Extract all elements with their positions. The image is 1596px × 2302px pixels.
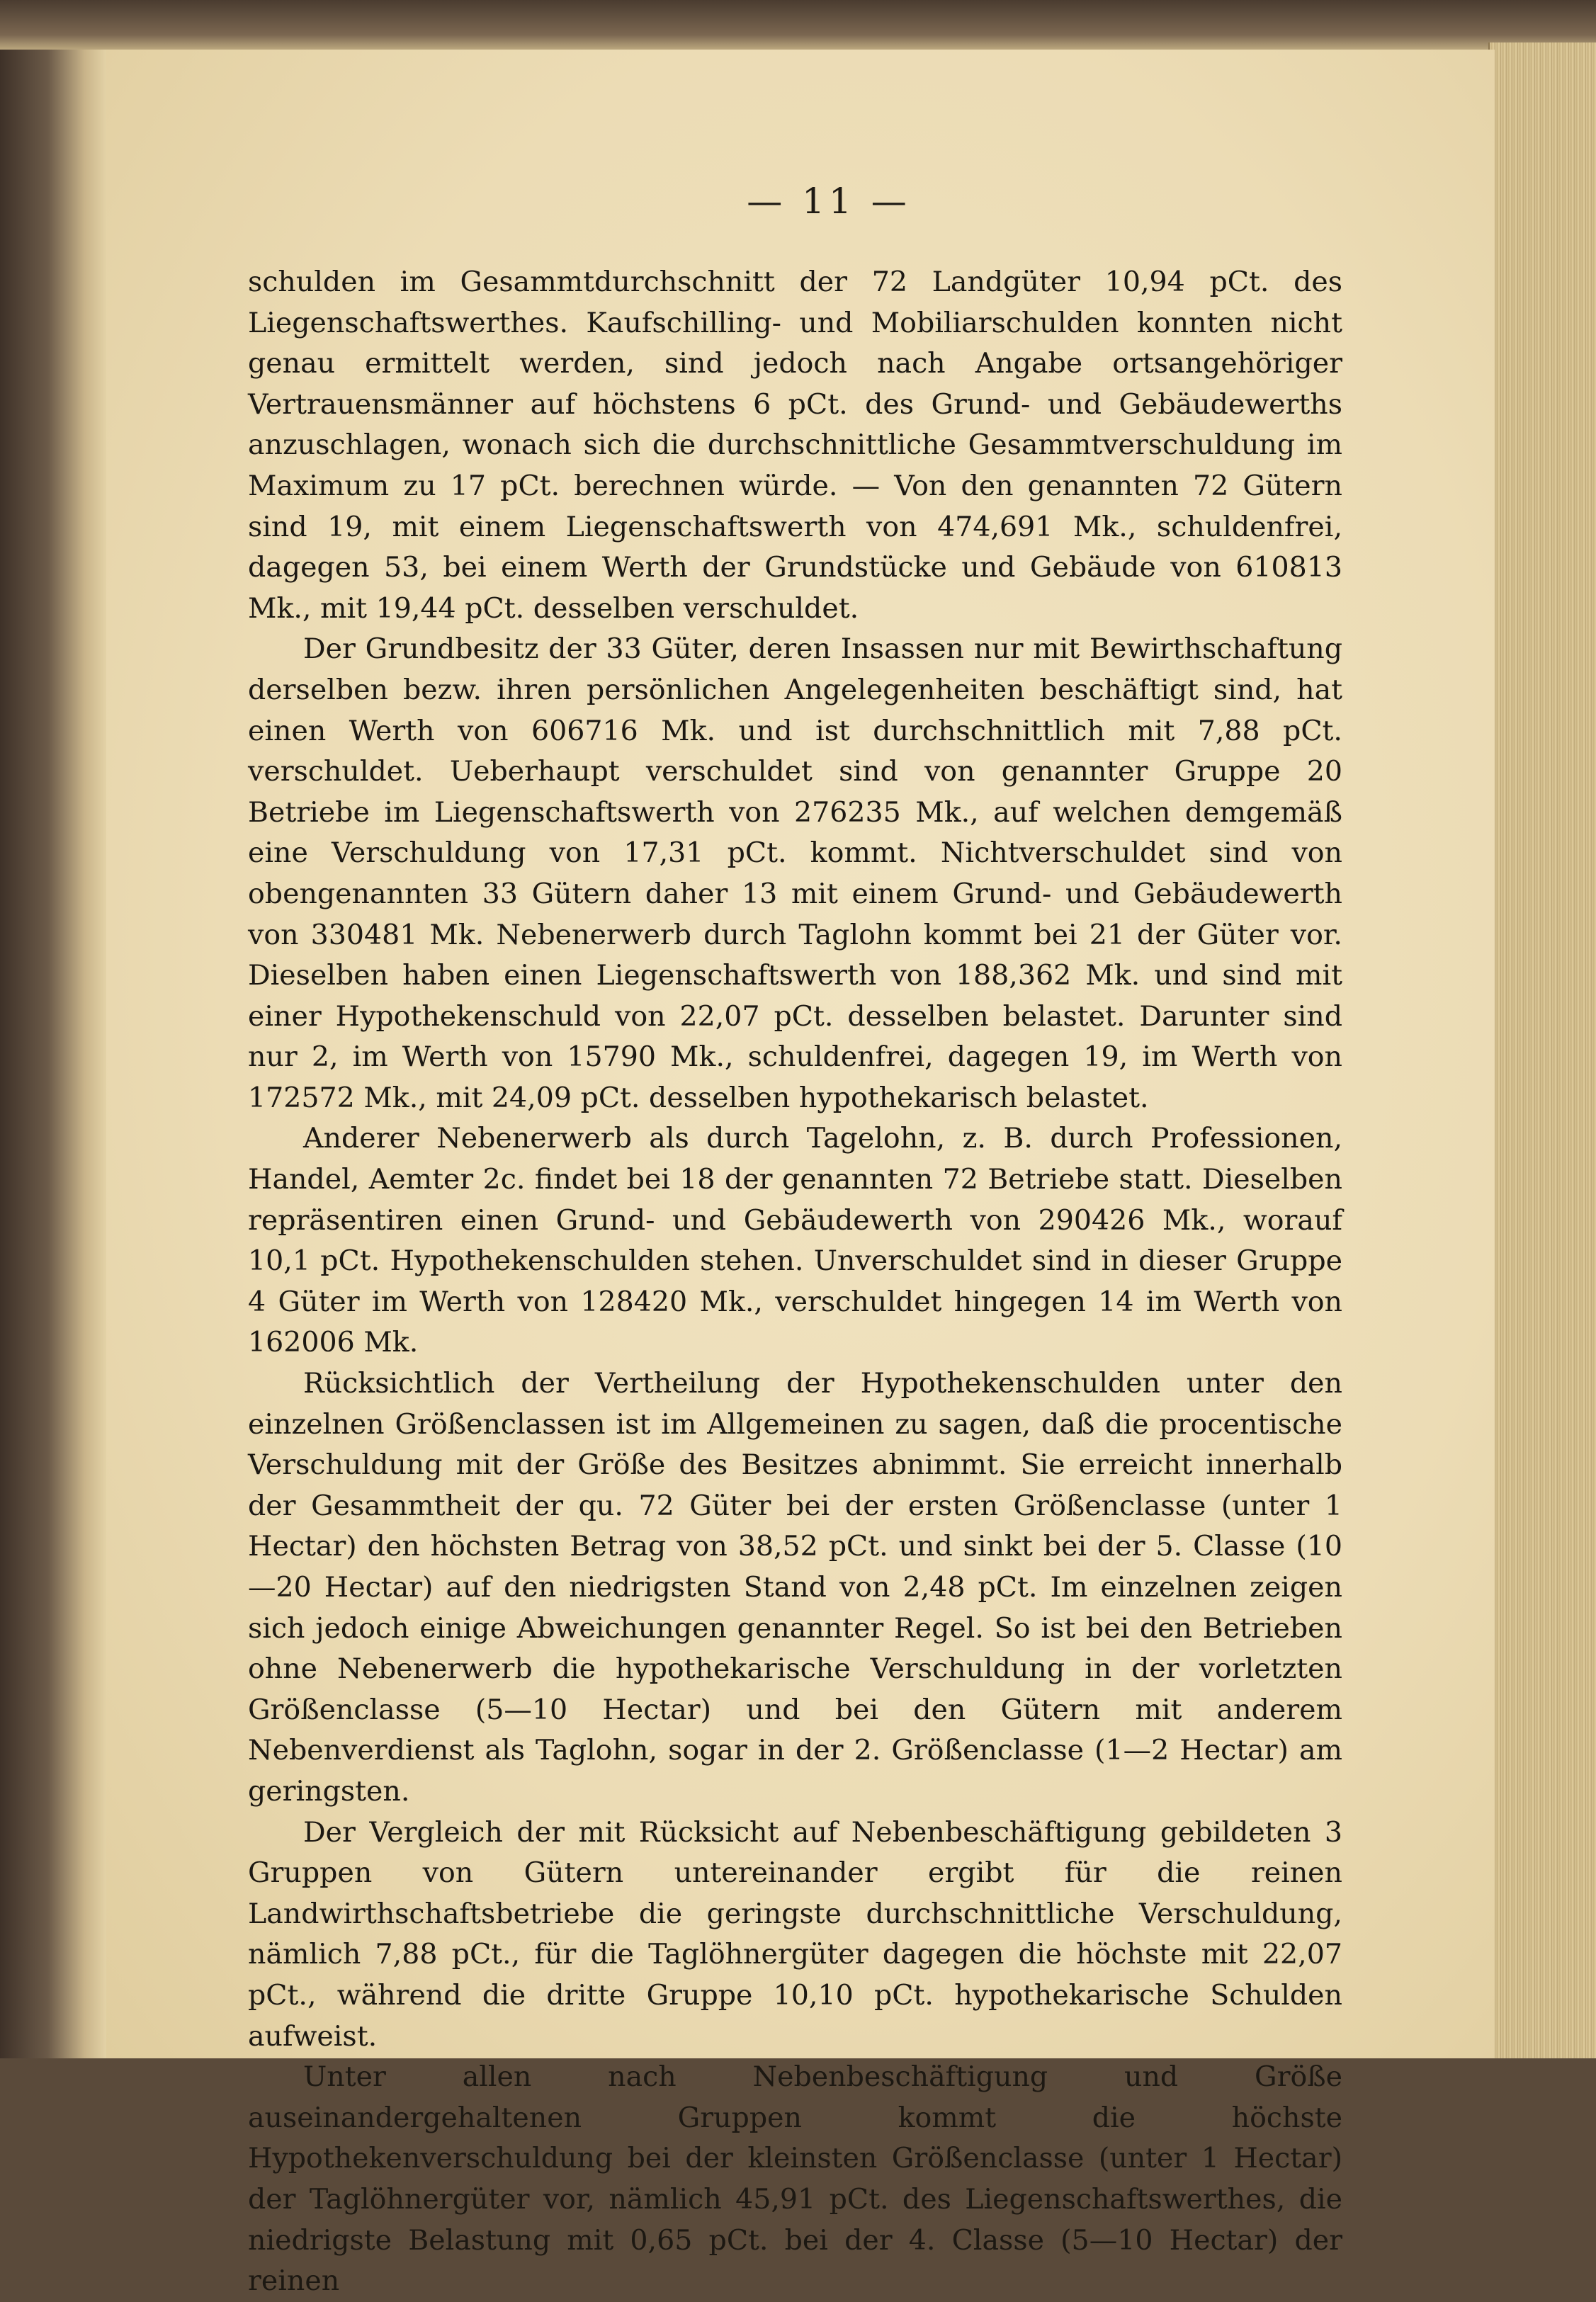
paragraph-2: Der Grundbesitz der 33 Güter, deren Insassen nur mit Bewirthschaftung derselben bezw. ihren persönlichen Angelegenheiten beschäftigt sind, hat einen Werth von 606716 Mk. und ist durchschnittlich mit 7,88 pCt. verschuldet. Ueberhaupt verschuldet sind von genannter Gruppe 20 Betriebe im Liegenschaftswerth von 276235 Mk., auf welchen demgemäß eine Verschuldung von 17,31 pCt. kommt. Nichtverschuldet sind von obengenannten 33 Gütern daher 13 mit einem Grund- und Gebäudewerth von 330481 Mk. Nebenerwerb durch Taglohn kommt bei 21 der Güter vor. Dieselben haben einen Liegenschaftswerth von 188,362 Mk. und sind mit einer Hypothekenschuld von 22,07 pCt. desselben belastet. Darunter sind nur 2, im Werth von 15790 Mk., schuldenfrei, dagegen 19, im Werth von 172572 Mk., mit 24,09 pCt. desselben hypothekarisch belastet. <box>248 633 1342 1114</box>
body-text <box>248 262 1342 2302</box>
paragraph-5: Der Vergleich der mit Rücksicht auf Nebenbeschäftigung gebildeten 3 Gruppen von Gütern untereinander ergibt für die reinen Landwirthschaftsbetriebe die geringste durchschnittliche Verschuldung, nämlich 7,88 pCt., für die Taglöhnergüter dagegen die höchste mit 22,07 pCt., während die dritte Gruppe 10,10 pCt. hypothekarische Schulden aufweist. <box>248 1815 1342 2053</box>
paragraph-3: Anderer Nebenerwerb als durch Tagelohn, z. B. durch Professionen, Handel, Aemter 2c. findet bei 18 der genannten 72 Betriebe statt. Dieselben repräsentiren einen Grund- und Gebäudewerth von 290426 Mk., worauf 10,1 pCt. Hypothekenschulden stehen. Unverschuldet sind in dieser Gruppe 4 Güter im Werth von 128420 Mk., verschuldet hingegen 14 im Werth von 162006 Mk. <box>248 1122 1342 1359</box>
paragraph-6: Unter allen nach Nebenbeschäftigung und Größe auseinandergehaltenen Gruppen kommt die höchste Hypothekenverschuldung bei der kleinsten Größenclasse (unter 1 Hectar) der Taglöhnergüter vor, nämlich 45,91 pCt. des Liegenschaftswerthes, die niedrigste Belastung mit 0,65 pCt. bei der 4. Classe (5—10 Hectar) der reinen <box>248 2060 1342 2298</box>
page-edges <box>1488 42 1596 2058</box>
book-spine-shadow <box>0 0 106 2058</box>
paragraph-4: Rücksichtlich der Vertheilung der Hypothekenschulden unter den einzelnen Größenclassen ist im Allgemeinen zu sagen, daß die procentische Verschuldung mit der Größe des Besitzes abnimmt. Sie erreicht innerhalb der Gesammtheit der qu. 72 Güter bei der ersten Größenclasse (unter 1 Hectar) den höchsten Betrag von 38,52 pCt. und sinkt bei der 5. Classe (10—20 Hectar) auf den niedrigsten Stand von 2,48 pCt. Im einzelnen zeigen sich jedoch einige Abweichungen genannter Regel. So ist bei den Betrieben ohne Nebenerwerb die hypothekarische Verschuldung in der vorletzten Größenclasse (5—10 Hectar) und bei den Gütern mit anderem Nebenverdienst als Taglohn, sogar in der 2. Größenclasse (1—2 Hectar) am geringsten. <box>248 1367 1342 1808</box>
page-number: — 11 — <box>747 181 911 222</box>
book-top-edge <box>0 0 1596 50</box>
paragraph-1: schulden im Gesammtdurchschnitt der 72 Landgüter 10,94 pCt. des Liegenschaftswerthes. Kaufschilling- und Mobiliarschulden konnten nicht genau ermittelt werden, sind jedoch nach Angabe ortsangehöriger Vertrauensmänner auf höchstens 6 pCt. des Grund- und Gebäudewerths anzuschlagen, wonach sich die durchschnittliche Gesammtverschuldung im Maximum zu 17 pCt. berechnen würde. — Von den genannten 72 Gütern sind 19, mit einem Liegenschaftswerth von 474,691 Mk., schuldenfrei, dagegen 53, bei einem Werth der Grundstücke und Gebäude von 610813 Mk., mit 19,44 pCt. desselben verschuldet. <box>248 266 1342 625</box>
